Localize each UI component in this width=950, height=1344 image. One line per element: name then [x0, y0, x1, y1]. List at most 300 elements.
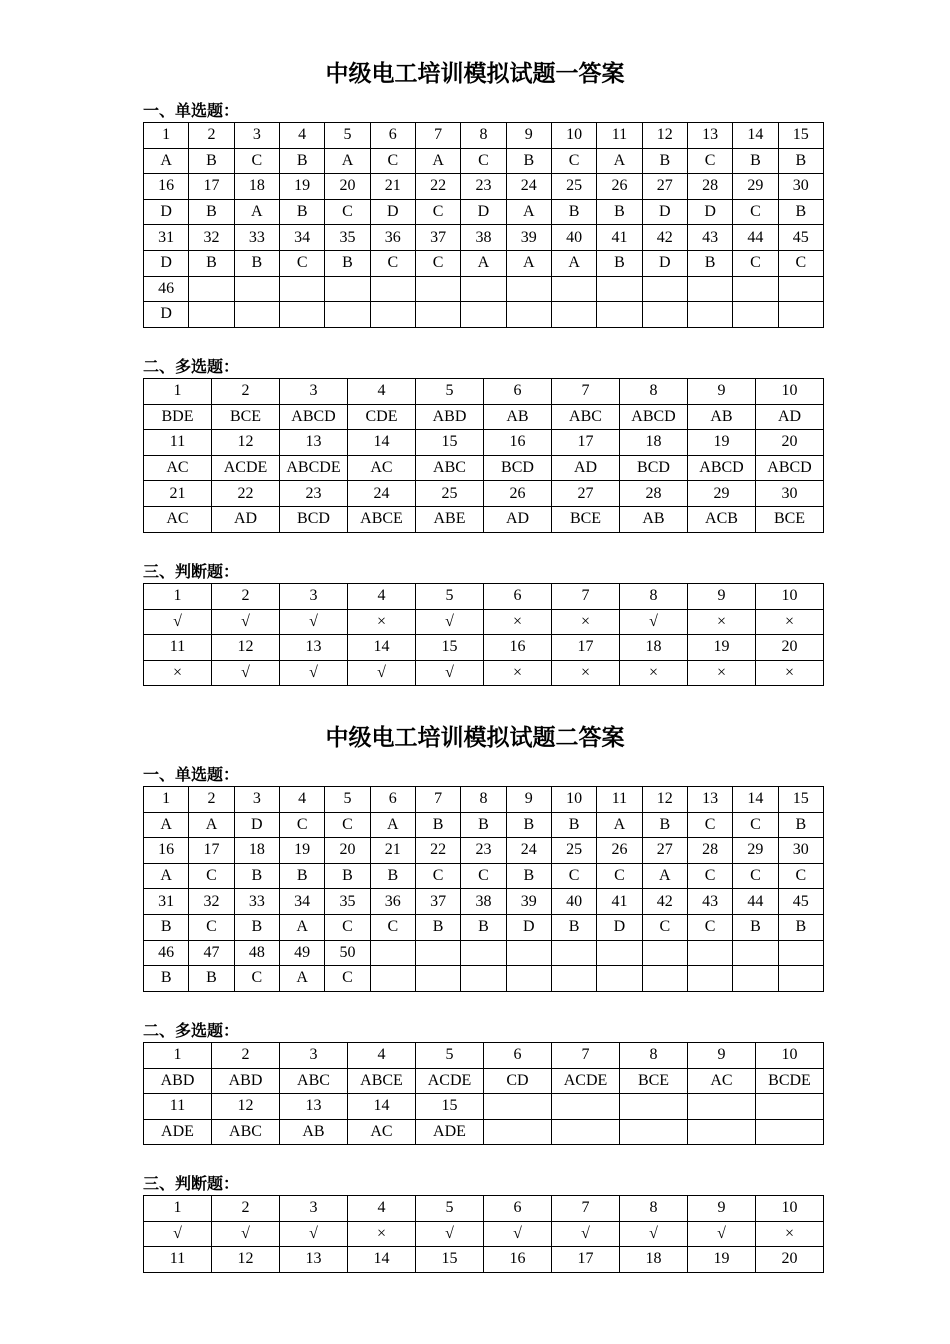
- table-cell: 2: [189, 123, 234, 149]
- table-cell: A: [415, 148, 460, 174]
- table-cell: [189, 302, 234, 328]
- table-cell: 12: [212, 1247, 280, 1273]
- table-cell: AD: [212, 506, 280, 532]
- table-cell: [506, 940, 551, 966]
- table-cell: 18: [620, 1247, 688, 1273]
- table-cell: ×: [756, 1221, 824, 1247]
- table-cell: AB: [620, 506, 688, 532]
- table-cell: [484, 1094, 552, 1120]
- table-cell: 5: [416, 584, 484, 610]
- table-cell: C: [325, 199, 370, 225]
- table-cell: A: [279, 966, 324, 992]
- table-cell: 17: [189, 174, 234, 200]
- table-cell: B: [234, 250, 279, 276]
- table-cell: √: [620, 1221, 688, 1247]
- table-cell: AB: [688, 404, 756, 430]
- table-cell: 48: [234, 940, 279, 966]
- table-cell: ×: [756, 660, 824, 686]
- table-cell: ABC: [280, 1068, 348, 1094]
- table-cell: C: [642, 914, 687, 940]
- table-row: [144, 889, 824, 915]
- table-row: [144, 787, 824, 813]
- table-cell: [642, 966, 687, 992]
- table-cell: C: [461, 148, 506, 174]
- table-cell: √: [212, 1221, 280, 1247]
- table-cell: ABC: [552, 404, 620, 430]
- table-row: [144, 1247, 824, 1273]
- table-cell: B: [506, 863, 551, 889]
- table-cell: √: [212, 660, 280, 686]
- table-row: [144, 148, 824, 174]
- table-cell: C: [189, 863, 234, 889]
- table-cell: [687, 302, 732, 328]
- table-row: [144, 506, 824, 532]
- table-cell: 45: [778, 225, 823, 251]
- table-cell: 3: [280, 584, 348, 610]
- table-cell: C: [733, 863, 778, 889]
- table-cell: 27: [642, 838, 687, 864]
- table-cell: 23: [461, 838, 506, 864]
- table-cell: ABD: [144, 1068, 212, 1094]
- table-cell: A: [144, 863, 189, 889]
- table-cell: [733, 966, 778, 992]
- table-cell: 5: [416, 379, 484, 405]
- table-cell: B: [778, 812, 823, 838]
- table-row: [144, 404, 824, 430]
- table-cell: 11: [144, 635, 212, 661]
- table-cell: ×: [688, 609, 756, 635]
- table-cell: 7: [552, 584, 620, 610]
- table-cell: [461, 966, 506, 992]
- table-cell: B: [642, 812, 687, 838]
- table-cell: 23: [461, 174, 506, 200]
- table-row: [144, 1043, 824, 1069]
- table-cell: [325, 302, 370, 328]
- sheet2-judge-table: [143, 1195, 824, 1273]
- table-cell: 29: [688, 481, 756, 507]
- table-cell: [370, 966, 415, 992]
- table-cell: D: [597, 914, 642, 940]
- table-cell: 10: [551, 787, 596, 813]
- table-cell: B: [189, 250, 234, 276]
- table-cell: 13: [280, 1247, 348, 1273]
- table-cell: A: [506, 250, 551, 276]
- table-cell: D: [144, 250, 189, 276]
- table-cell: B: [461, 914, 506, 940]
- table-cell: √: [484, 1221, 552, 1247]
- table-cell: D: [234, 812, 279, 838]
- table-cell: 4: [279, 123, 324, 149]
- table-cell: A: [461, 250, 506, 276]
- sheet2-multi-label: 二、多选题：: [143, 1021, 240, 1040]
- table-cell: √: [212, 609, 280, 635]
- table-cell: 9: [688, 584, 756, 610]
- table-cell: 12: [642, 787, 687, 813]
- table-cell: B: [551, 914, 596, 940]
- table-cell: [506, 276, 551, 302]
- table-cell: D: [642, 199, 687, 225]
- table-cell: B: [506, 812, 551, 838]
- table-cell: ×: [688, 660, 756, 686]
- table-cell: 7: [415, 787, 460, 813]
- table-cell: 17: [552, 1247, 620, 1273]
- table-cell: 14: [733, 123, 778, 149]
- table-cell: 3: [280, 379, 348, 405]
- table-cell: ×: [348, 1221, 416, 1247]
- table-cell: ABE: [416, 506, 484, 532]
- table-row: [144, 609, 824, 635]
- sheet1-multi-label: 二、多选题：: [143, 357, 240, 376]
- table-cell: 40: [551, 225, 596, 251]
- table-cell: [597, 302, 642, 328]
- table-cell: 36: [370, 225, 415, 251]
- table-row: [144, 812, 824, 838]
- table-cell: 10: [756, 379, 824, 405]
- table-cell: A: [325, 148, 370, 174]
- table-cell: A: [234, 199, 279, 225]
- table-cell: √: [416, 660, 484, 686]
- table-cell: AC: [144, 506, 212, 532]
- table-cell: BCE: [620, 1068, 688, 1094]
- table-cell: BCE: [212, 404, 280, 430]
- table-cell: 11: [597, 787, 642, 813]
- table-cell: BCD: [280, 506, 348, 532]
- table-cell: B: [733, 148, 778, 174]
- table-cell: C: [189, 914, 234, 940]
- table-cell: [551, 940, 596, 966]
- table-cell: √: [552, 1221, 620, 1247]
- table-cell: 9: [506, 123, 551, 149]
- table-cell: [415, 302, 460, 328]
- table-cell: [620, 1094, 688, 1120]
- table-cell: A: [189, 812, 234, 838]
- table-cell: C: [733, 812, 778, 838]
- table-cell: 43: [687, 889, 732, 915]
- table-cell: 5: [416, 1043, 484, 1069]
- table-cell: [733, 276, 778, 302]
- table-cell: [597, 276, 642, 302]
- table-cell: [370, 940, 415, 966]
- table-cell: BCE: [756, 506, 824, 532]
- table-cell: D: [144, 199, 189, 225]
- table-cell: 10: [551, 123, 596, 149]
- table-cell: [552, 1094, 620, 1120]
- table-cell: [370, 302, 415, 328]
- table-cell: 34: [279, 889, 324, 915]
- table-cell: ×: [552, 660, 620, 686]
- table-row: [144, 584, 824, 610]
- table-cell: √: [280, 660, 348, 686]
- table-cell: 5: [325, 787, 370, 813]
- table-row: [144, 863, 824, 889]
- table-cell: B: [461, 812, 506, 838]
- table-cell: 34: [279, 225, 324, 251]
- table-cell: 7: [552, 1196, 620, 1222]
- table-row: [144, 174, 824, 200]
- table-cell: 17: [552, 430, 620, 456]
- table-cell: 21: [144, 481, 212, 507]
- table-cell: CD: [484, 1068, 552, 1094]
- table-cell: 32: [189, 225, 234, 251]
- table-cell: 2: [189, 787, 234, 813]
- table-cell: 43: [687, 225, 732, 251]
- table-cell: 8: [461, 787, 506, 813]
- table-cell: ABD: [212, 1068, 280, 1094]
- table-cell: D: [642, 250, 687, 276]
- table-cell: C: [687, 914, 732, 940]
- table-cell: 14: [733, 787, 778, 813]
- table-cell: C: [597, 863, 642, 889]
- table-cell: B: [551, 812, 596, 838]
- table-cell: B: [506, 148, 551, 174]
- table-cell: 38: [461, 225, 506, 251]
- table-cell: [461, 302, 506, 328]
- table-cell: 6: [484, 379, 552, 405]
- table-cell: 7: [415, 123, 460, 149]
- table-cell: C: [370, 250, 415, 276]
- table-cell: ×: [552, 609, 620, 635]
- table-cell: [552, 1119, 620, 1145]
- table-cell: 41: [597, 225, 642, 251]
- table-cell: 19: [688, 430, 756, 456]
- table-cell: 6: [370, 787, 415, 813]
- sheet1-single-table: [143, 122, 824, 328]
- table-cell: 3: [234, 787, 279, 813]
- table-cell: 11: [144, 430, 212, 456]
- table-cell: 20: [756, 1247, 824, 1273]
- table-cell: [687, 966, 732, 992]
- table-cell: D: [461, 199, 506, 225]
- table-cell: 13: [280, 1094, 348, 1120]
- table-cell: 18: [620, 430, 688, 456]
- sheet1-judge-label: 三、判断题：: [143, 562, 240, 581]
- table-cell: 18: [234, 838, 279, 864]
- sheet1-multi-table: [143, 378, 824, 533]
- table-cell: AC: [348, 455, 416, 481]
- table-cell: 4: [348, 1043, 416, 1069]
- table-cell: BCD: [620, 455, 688, 481]
- table-cell: B: [597, 199, 642, 225]
- table-cell: 50: [325, 940, 370, 966]
- table-cell: ABCD: [756, 455, 824, 481]
- table-cell: 5: [416, 1196, 484, 1222]
- table-cell: 28: [687, 174, 732, 200]
- table-cell: C: [234, 966, 279, 992]
- table-cell: 32: [189, 889, 234, 915]
- table-cell: A: [370, 812, 415, 838]
- table-row: [144, 276, 824, 302]
- table-cell: 28: [620, 481, 688, 507]
- table-cell: [756, 1119, 824, 1145]
- table-cell: 35: [325, 889, 370, 915]
- table-cell: 15: [416, 635, 484, 661]
- table-cell: [778, 966, 823, 992]
- table-cell: 15: [778, 787, 823, 813]
- table-row: [144, 1221, 824, 1247]
- table-cell: √: [416, 609, 484, 635]
- table-cell: D: [506, 914, 551, 940]
- table-cell: D: [687, 199, 732, 225]
- table-cell: 8: [620, 584, 688, 610]
- table-cell: [688, 1094, 756, 1120]
- table-cell: 27: [642, 174, 687, 200]
- table-cell: C: [778, 863, 823, 889]
- table-cell: 8: [620, 379, 688, 405]
- table-cell: 46: [144, 276, 189, 302]
- table-cell: B: [415, 812, 460, 838]
- table-cell: [234, 302, 279, 328]
- table-cell: √: [416, 1221, 484, 1247]
- table-cell: [415, 940, 460, 966]
- table-cell: 15: [778, 123, 823, 149]
- table-cell: A: [279, 914, 324, 940]
- table-cell: [415, 966, 460, 992]
- table-cell: 4: [279, 787, 324, 813]
- table-cell: 20: [756, 430, 824, 456]
- table-cell: [733, 940, 778, 966]
- table-cell: B: [325, 863, 370, 889]
- table-cell: B: [234, 863, 279, 889]
- table-cell: ABC: [416, 455, 484, 481]
- table-cell: 4: [348, 379, 416, 405]
- table-cell: 40: [551, 889, 596, 915]
- sheet1-title: 中级电工培训模拟试题一答案: [325, 61, 625, 87]
- table-cell: 20: [325, 174, 370, 200]
- table-cell: C: [687, 148, 732, 174]
- table-cell: BCDE: [756, 1068, 824, 1094]
- table-cell: 24: [506, 838, 551, 864]
- table-row: [144, 199, 824, 225]
- table-cell: B: [551, 199, 596, 225]
- table-cell: 31: [144, 889, 189, 915]
- table-cell: [642, 940, 687, 966]
- table-cell: B: [642, 148, 687, 174]
- sheet2-multi-table: [143, 1042, 824, 1145]
- table-cell: 11: [144, 1094, 212, 1120]
- table-cell: [597, 940, 642, 966]
- table-cell: 26: [597, 838, 642, 864]
- table-cell: [461, 940, 506, 966]
- table-row: [144, 914, 824, 940]
- sheet2-single-table: [143, 786, 824, 992]
- table-cell: 42: [642, 889, 687, 915]
- table-cell: A: [506, 199, 551, 225]
- table-cell: [551, 966, 596, 992]
- table-cell: 19: [279, 174, 324, 200]
- table-cell: √: [688, 1221, 756, 1247]
- table-cell: 8: [620, 1043, 688, 1069]
- table-cell: C: [415, 250, 460, 276]
- table-cell: 16: [144, 838, 189, 864]
- table-cell: 9: [688, 1196, 756, 1222]
- table-cell: ×: [620, 660, 688, 686]
- table-cell: C: [733, 199, 778, 225]
- table-cell: 2: [212, 584, 280, 610]
- table-cell: 31: [144, 225, 189, 251]
- table-cell: 44: [733, 225, 778, 251]
- table-cell: A: [597, 812, 642, 838]
- table-row: [144, 379, 824, 405]
- table-cell: 33: [234, 889, 279, 915]
- table-cell: √: [144, 609, 212, 635]
- table-cell: 1: [144, 584, 212, 610]
- table-cell: 7: [552, 379, 620, 405]
- table-cell: √: [144, 1221, 212, 1247]
- sheet2-judge-label: 三、判断题：: [143, 1174, 240, 1193]
- table-cell: CDE: [348, 404, 416, 430]
- table-cell: 16: [144, 174, 189, 200]
- table-cell: 16: [484, 635, 552, 661]
- table-cell: A: [551, 250, 596, 276]
- table-cell: C: [370, 914, 415, 940]
- table-row: [144, 838, 824, 864]
- table-cell: 28: [687, 838, 732, 864]
- table-cell: 1: [144, 787, 189, 813]
- table-cell: BDE: [144, 404, 212, 430]
- table-cell: 37: [415, 889, 460, 915]
- table-row: [144, 455, 824, 481]
- table-cell: 49: [279, 940, 324, 966]
- table-cell: 18: [234, 174, 279, 200]
- table-cell: BCD: [484, 455, 552, 481]
- table-cell: [551, 302, 596, 328]
- table-cell: [688, 1119, 756, 1145]
- table-cell: ABCD: [280, 404, 348, 430]
- table-cell: B: [415, 914, 460, 940]
- table-cell: 4: [348, 584, 416, 610]
- table-cell: AB: [280, 1119, 348, 1145]
- table-cell: B: [370, 863, 415, 889]
- table-cell: 36: [370, 889, 415, 915]
- table-cell: 9: [688, 379, 756, 405]
- table-row: [144, 250, 824, 276]
- table-cell: AB: [484, 404, 552, 430]
- table-cell: A: [642, 863, 687, 889]
- table-cell: 22: [415, 174, 460, 200]
- table-cell: B: [778, 199, 823, 225]
- table-cell: 29: [733, 174, 778, 200]
- table-cell: B: [234, 914, 279, 940]
- table-cell: ×: [484, 660, 552, 686]
- table-cell: [687, 940, 732, 966]
- table-cell: ABCD: [688, 455, 756, 481]
- table-cell: D: [144, 302, 189, 328]
- table-cell: 4: [348, 1196, 416, 1222]
- table-cell: 30: [778, 838, 823, 864]
- table-cell: [506, 966, 551, 992]
- table-cell: [279, 302, 324, 328]
- table-row: [144, 635, 824, 661]
- table-cell: 2: [212, 379, 280, 405]
- table-cell: 16: [484, 430, 552, 456]
- table-cell: 12: [212, 635, 280, 661]
- table-cell: 11: [144, 1247, 212, 1273]
- table-cell: 19: [688, 635, 756, 661]
- table-cell: 15: [416, 1247, 484, 1273]
- table-cell: 20: [756, 635, 824, 661]
- table-cell: 6: [370, 123, 415, 149]
- table-cell: ×: [144, 660, 212, 686]
- table-row: [144, 302, 824, 328]
- table-cell: 22: [212, 481, 280, 507]
- table-cell: 9: [506, 787, 551, 813]
- table-cell: [778, 276, 823, 302]
- table-row: [144, 123, 824, 149]
- table-cell: 10: [756, 1043, 824, 1069]
- table-cell: 3: [280, 1043, 348, 1069]
- table-cell: 30: [778, 174, 823, 200]
- table-cell: [756, 1094, 824, 1120]
